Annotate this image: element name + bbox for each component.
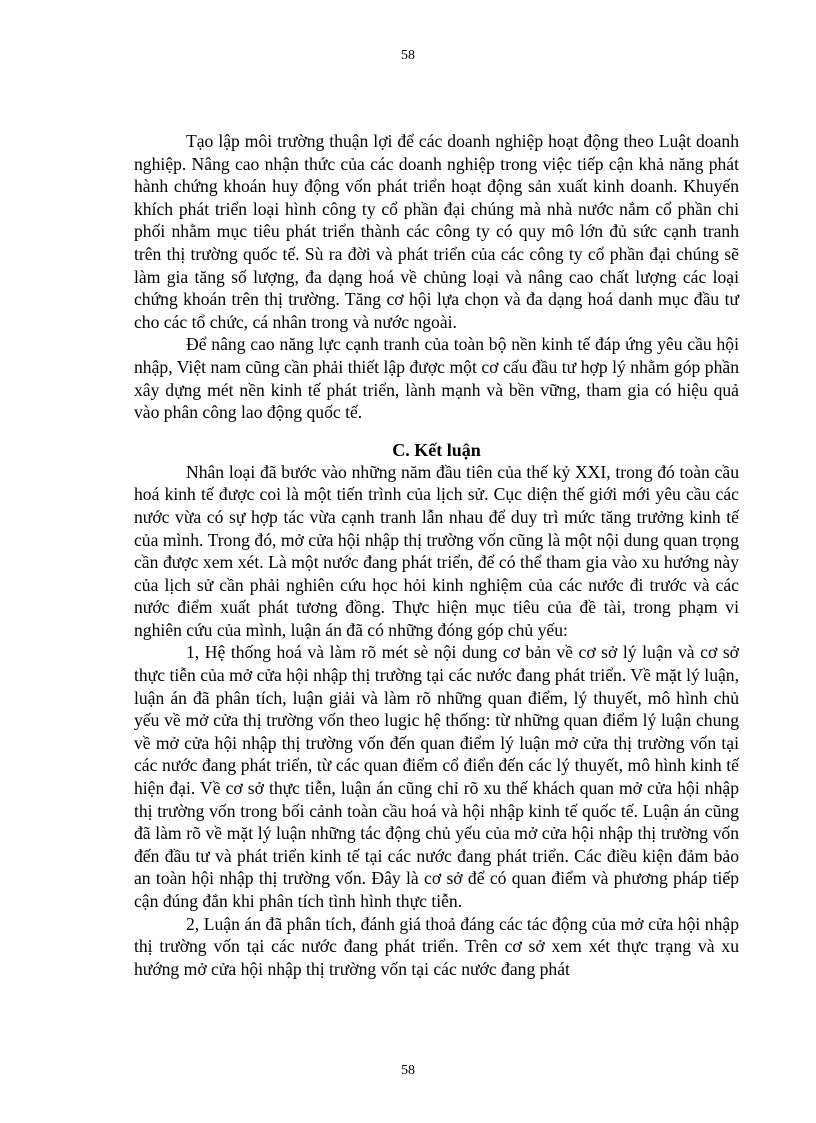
paragraph-4: 1, Hệ thống hoá và làm rõ mét sè nội dung cơ bản về cơ sở lý luận và cơ sở thực tiễn của mở cửa hội nhập thị trường tại các nước đang phát triển. Về mặt lý luận, luận án đã phân tích, luận giải và làm rõ những quan điểm, lý thuyết, mô hình chủ yếu về mở cửa thị trường vốn theo lugic hệ thống: từ những quan điểm lý luận chung về mở cửa hội nhập thị trường vốn đến quan điểm lý luận mở cửa thị trường vốn tại các nước đang phát triển, từ các quan điểm cổ điển đến các lý thuyết, mô hình kinh tế hiện đại. Về cơ sở thực tiễn, luận án cũng chỉ rõ xu thế khách quan mở cửa hội nhập thị trường vốn trong bối cảnh toàn cầu hoá và hội nhập kinh tế quốc tế. Luận án cũng đã làm rõ về mặt lý luận những tác động chủ yếu của mở cửa hội nhập thị trường vốn đến đầu tư và phát triển kinh tế tại các nước đang phát triển. Các điều kiện đảm bảo an toàn hội nhập thị trường vốn. Đây là cơ sở để có quan điểm và phương pháp tiếp cận đúng đắn khi phân tích tình hình thực tiễn. — [134, 642, 739, 911]
section-heading: C. Kết luận — [392, 439, 481, 460]
paragraph-3: Nhân loại đã bước vào những năm đầu tiên của thế kỷ XXI, trong đó toàn cầu hoá kinh tế được coi là một tiến trình của lịch sử. Cục diện thế giới mới yêu cầu các nước vừa có sự hợp tác vừa cạnh tranh lẫn nhau để duy trì mức tăng trưởng kinh tế của mình. Trong đó, mở cửa hội nhập thị trường vốn cũng là một nội dung quan trọng cần được xem xét. Là một nước đang phát triển, để có thể tham gia vào xu hướng này của lịch sử cần phải nghiên cứu học hỏi kinh nghiệm của các nước đi trước và các nước điểm xuất phát tương đồng. Thực hiện mục tiêu của đề tài, trong phạm vi nghiên cứu của mình, luận án đã có những đóng góp chủ yếu: — [134, 461, 739, 640]
paragraph-5: 2, Luận án đã phân tích, đánh giá thoả đáng các tác động của mở cửa hội nhập thị trường vốn tại các nước đang phát triển. Trên cơ sở xem xét thực trạng và xu hướng mở cửa hội nhập thị trường vốn tại các nước đang phát — [134, 913, 739, 979]
body-text — [134, 130, 739, 980]
paragraph-2: Để nâng cao năng lực cạnh tranh của toàn bộ nền kinh tế đáp ứng yêu cầu hội nhập, Việt nam cũng cần phải thiết lập được một cơ cấu đầu tư hợp lý nhằm góp phần xây dựng mét nền kinh tế phát triển, lành mạnh và bền vững, tham gia có hiệu quả vào phân công lao động quốc tế. — [134, 334, 739, 423]
page-number-top: 58 — [401, 48, 415, 63]
page-number-bottom: 58 — [401, 1063, 415, 1078]
paragraph-1: Tạo lập môi trường thuận lợi để các doanh nghiệp hoạt động theo Luật doanh nghiệp. Nâng cao nhận thức của các doanh nghiệp trong việc tiếp cận khả năng phát hành chứng khoán huy động vốn phát triển hoạt động sản xuất kinh doanh. Khuyến khích phát triển loại hình công ty cổ phần đại chúng mà nhà nước nắm cổ phần chi phối nhằm mục tiêu phát triển thành các công ty có quy mô lớn đủ sức cạnh tranh trên thị trường quốc tế. Sù ra đời và phát triển của các công ty cổ phần đại chúng sẽ làm gia tăng số lượng, đa dạng hoá về chủng loại và nâng cao chất lượng các loại chứng khoán trên thị trường. Tăng cơ hội lựa chọn và đa dạng hoá danh mục đầu tư cho các tổ chức, cá nhân trong và nước ngoài. — [134, 131, 739, 332]
